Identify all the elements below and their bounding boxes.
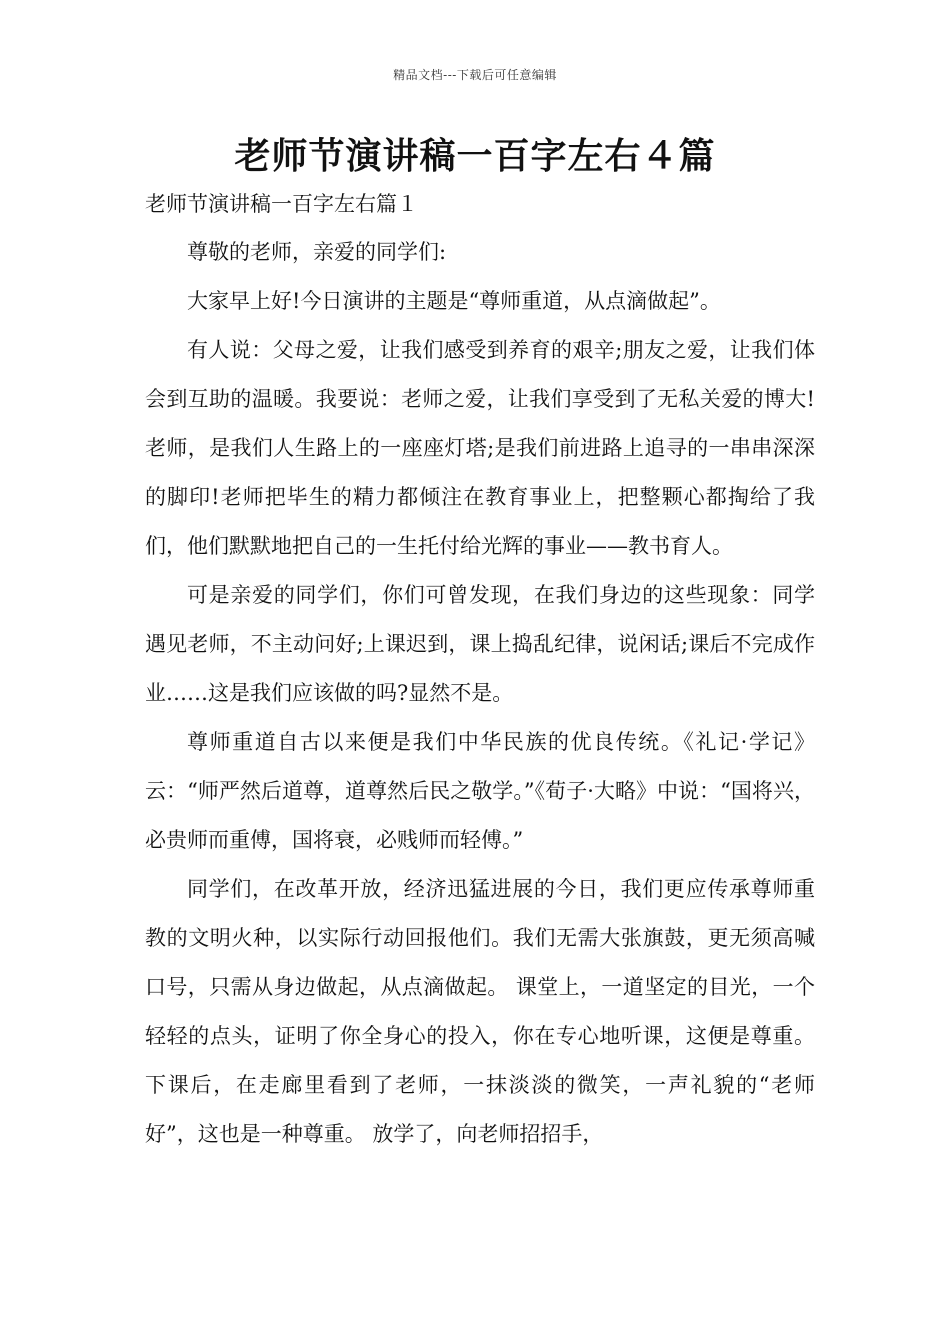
paragraph-teacher-love: 有人说：父母之爱，让我们感受到养育的艰辛;朋友之爱，让我们体会到互助的温暖。我要说：老师之爱，让我们享受到了无私关爱的博大!老师，是我们人生路上的一座座灯塔;是我们前进路上追寻的一串串深深的脚印!老师把毕生的精力都倾注在教育事业上，把整颗心都掏给了我们，他们默默地把自己的一生托付给光辉的事业——教书育人。	[145, 338, 815, 558]
paragraph-phenomena: 可是亲爱的同学们，你们可曾发现，在我们身边的这些现象：同学遇见老师，不主动问好;上课迟到，课上捣乱纪律，说闲话;课后不完成作业……这是我们应该做的吗?显然不是。	[145, 583, 815, 705]
paragraph-action: 同学们，在改革开放，经济迅猛进展的今日，我们更应传承尊师重教的文明火种，以实际行动回报他们。我们无需大张旗鼓，更无须高喊口号，只需从身边做起，从点滴做起。 课堂上，一道坚定的目光，一个轻轻的点头，证明了你全身心的投入，你在专心地听课，这便是尊重。 下课后，在走廊里看到了老师，一抹淡淡的微笑，一声礼貌的“老师好”，这也是一种尊重。 放学了，向老师招招手，	[145, 877, 815, 1146]
paragraph-greeting: 尊敬的老师，亲爱的同学们:	[187, 240, 447, 264]
section-subtitle: 老师节演讲稿一百字左右篇１	[145, 192, 418, 216]
header-note: 精品文档---下载后可任意编辑	[393, 68, 557, 82]
document-title: 老师节演讲稿一百字左右４篇	[234, 135, 716, 177]
paragraph-tradition: 尊师重道自古以来便是我们中华民族的优良传统。《礼记·学记》云：“师严然后道尊，道尊然后民之敬学。”《荀子·大略》中说：“国将兴，必贵师而重傅，国将衰，必贱师而轻傅。”	[145, 730, 815, 852]
paragraph-theme: 大家早上好!今日演讲的主题是“尊师重道，从点滴做起”。	[187, 289, 721, 313]
document-body	[145, 228, 815, 1159]
